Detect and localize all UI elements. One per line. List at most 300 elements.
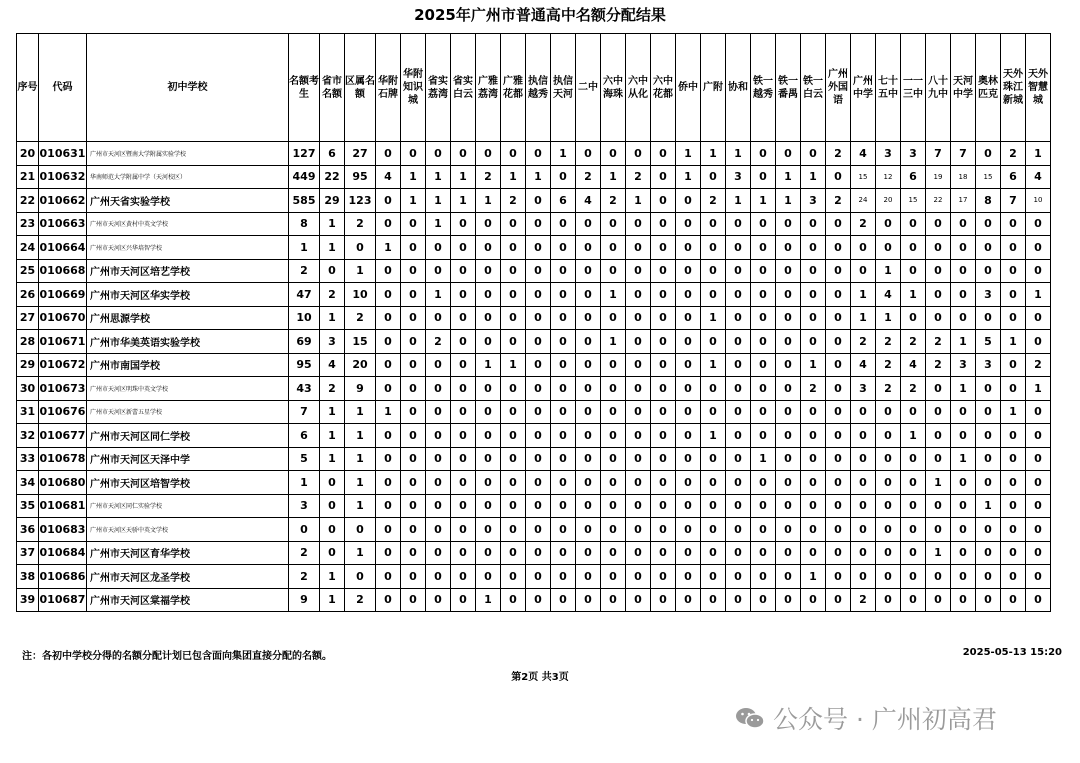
quota-cell: 0 <box>576 212 601 236</box>
quota-cell: 1 <box>320 565 345 589</box>
quota-cell: 0 <box>826 565 851 589</box>
quota-cell: 0 <box>501 259 526 283</box>
quota-cell: 0 <box>376 142 401 166</box>
quota-cell: 6 <box>1001 165 1026 189</box>
quota-cell: 0 <box>726 471 751 495</box>
quota-cell: 0 <box>776 306 801 330</box>
quota-cell: 0 <box>826 400 851 424</box>
quota-cell: 2 <box>345 306 376 330</box>
row-number: 35 <box>17 494 39 518</box>
quota-cell: 0 <box>826 259 851 283</box>
school-code: 010662 <box>39 189 87 213</box>
quota-cell: 0 <box>526 330 551 354</box>
quota-cell: 0 <box>876 518 901 542</box>
quota-cell: 0 <box>576 494 601 518</box>
quota-cell: 0 <box>551 565 576 589</box>
wechat-icon <box>735 706 765 730</box>
quota-cell: 2 <box>901 330 926 354</box>
quota-cell: 0 <box>976 236 1001 260</box>
quota-cell: 0 <box>576 400 601 424</box>
quota-cell: 0 <box>426 306 451 330</box>
quota-cell: 0 <box>526 377 551 401</box>
quota-cell: 0 <box>651 330 676 354</box>
row-number: 26 <box>17 283 39 307</box>
quota-cell: 0 <box>451 471 476 495</box>
table-row <box>17 565 1051 589</box>
quota-cell: 0 <box>851 565 876 589</box>
quota-cell: 17 <box>951 189 976 213</box>
quota-cell: 0 <box>701 165 726 189</box>
quota-cell: 0 <box>651 518 676 542</box>
school-name: 广州市天河区培智学校 <box>87 471 289 495</box>
quota-cell: 0 <box>776 565 801 589</box>
quota-cell: 0 <box>626 330 651 354</box>
row-number: 23 <box>17 212 39 236</box>
quota-cell: 0 <box>726 283 751 307</box>
quota-cell: 0 <box>651 259 676 283</box>
quota-cell: 0 <box>426 494 451 518</box>
quota-cell: 0 <box>476 283 501 307</box>
quota-cell: 0 <box>401 424 426 448</box>
quota-cell: 0 <box>476 212 501 236</box>
quota-cell: 0 <box>551 259 576 283</box>
quota-cell: 0 <box>345 236 376 260</box>
quota-cell: 0 <box>526 283 551 307</box>
quota-cell: 0 <box>826 588 851 612</box>
row-number: 22 <box>17 189 39 213</box>
school-code: 010632 <box>39 165 87 189</box>
quota-cell: 0 <box>851 471 876 495</box>
quota-cell: 2 <box>289 259 320 283</box>
quota-cell: 0 <box>701 471 726 495</box>
quota-cell: 0 <box>801 447 826 471</box>
quota-cell: 0 <box>476 447 501 471</box>
quota-cell: 0 <box>426 471 451 495</box>
quota-cell: 0 <box>651 471 676 495</box>
quota-cell: 0 <box>776 236 801 260</box>
quota-cell: 0 <box>401 353 426 377</box>
quota-cell: 0 <box>926 494 951 518</box>
column-header: 二中 <box>576 34 601 142</box>
quota-cell: 1 <box>345 471 376 495</box>
quota-cell: 0 <box>951 424 976 448</box>
quota-cell: 0 <box>1026 541 1051 565</box>
quota-cell: 0 <box>1001 306 1026 330</box>
quota-cell: 0 <box>926 400 951 424</box>
quota-cell: 0 <box>1001 259 1026 283</box>
quota-cell: 1 <box>426 165 451 189</box>
quota-cell: 0 <box>426 259 451 283</box>
quota-cell: 0 <box>801 259 826 283</box>
quota-cell: 0 <box>376 588 401 612</box>
quota-cell: 1 <box>726 142 751 166</box>
column-header: 六中海珠 <box>601 34 626 142</box>
quota-cell: 0 <box>501 283 526 307</box>
school-name: 广州市天河区黄村中英文学校 <box>87 212 289 236</box>
table-row <box>17 377 1051 401</box>
school-code: 010678 <box>39 447 87 471</box>
quota-cell: 0 <box>376 283 401 307</box>
quota-cell: 0 <box>526 541 551 565</box>
quota-cell: 0 <box>701 565 726 589</box>
school-code: 010670 <box>39 306 87 330</box>
table-row <box>17 306 1051 330</box>
quota-cell: 0 <box>576 541 601 565</box>
column-header: 侨中 <box>676 34 701 142</box>
quota-cell: 0 <box>951 541 976 565</box>
quota-cell: 0 <box>751 353 776 377</box>
quota-cell: 0 <box>626 306 651 330</box>
quota-cell: 1 <box>776 189 801 213</box>
quota-cell: 0 <box>401 400 426 424</box>
school-name: 广州市天河区天骄中英文学校 <box>87 518 289 542</box>
quota-cell: 1 <box>776 165 801 189</box>
quota-cell: 0 <box>601 212 626 236</box>
quota-cell: 0 <box>676 471 701 495</box>
quota-cell: 0 <box>601 353 626 377</box>
quota-cell: 0 <box>876 588 901 612</box>
quota-cell: 1 <box>951 377 976 401</box>
quota-cell: 0 <box>551 330 576 354</box>
quota-cell: 0 <box>726 259 751 283</box>
quota-cell: 0 <box>651 541 676 565</box>
quota-cell: 0 <box>451 283 476 307</box>
quota-cell: 0 <box>551 400 576 424</box>
quota-cell: 0 <box>876 212 901 236</box>
quota-cell: 0 <box>626 259 651 283</box>
quota-cell: 0 <box>626 353 651 377</box>
column-header: 六中从化 <box>626 34 651 142</box>
quota-cell: 0 <box>401 142 426 166</box>
quota-cell: 1 <box>451 189 476 213</box>
row-number: 38 <box>17 565 39 589</box>
column-header: 省实白云 <box>451 34 476 142</box>
quota-cell: 0 <box>826 283 851 307</box>
quota-cell: 0 <box>320 471 345 495</box>
quota-cell: 1 <box>289 471 320 495</box>
quota-cell: 0 <box>1001 588 1026 612</box>
quota-cell: 1 <box>501 165 526 189</box>
quota-cell: 1 <box>320 236 345 260</box>
quota-cell: 0 <box>601 588 626 612</box>
quota-cell: 0 <box>626 588 651 612</box>
quota-cell: 0 <box>576 565 601 589</box>
quota-cell: 0 <box>576 588 601 612</box>
quota-cell: 0 <box>926 236 951 260</box>
quota-cell: 0 <box>926 259 951 283</box>
quota-cell: 0 <box>976 142 1001 166</box>
quota-cell: 0 <box>776 400 801 424</box>
quota-cell: 0 <box>501 236 526 260</box>
quota-cell: 0 <box>601 377 626 401</box>
row-number: 34 <box>17 471 39 495</box>
quota-cell: 0 <box>626 518 651 542</box>
column-header: 广雅花都 <box>501 34 526 142</box>
quota-cell: 0 <box>576 306 601 330</box>
quota-cell: 1 <box>701 424 726 448</box>
quota-cell: 0 <box>1001 565 1026 589</box>
quota-cell: 0 <box>676 212 701 236</box>
quota-cell: 0 <box>801 142 826 166</box>
quota-cell: 0 <box>826 165 851 189</box>
quota-cell: 0 <box>801 400 826 424</box>
quota-cell: 0 <box>426 518 451 542</box>
quota-cell: 7 <box>289 400 320 424</box>
table-row <box>17 189 1051 213</box>
quota-cell: 0 <box>651 565 676 589</box>
quota-cell: 0 <box>1026 565 1051 589</box>
quota-cell: 0 <box>576 142 601 166</box>
quota-cell: 1 <box>320 447 345 471</box>
quota-cell: 1 <box>426 283 451 307</box>
quota-cell: 1 <box>401 189 426 213</box>
quota-cell: 0 <box>676 259 701 283</box>
table-row <box>17 165 1051 189</box>
quota-cell: 0 <box>776 424 801 448</box>
quota-cell: 0 <box>451 259 476 283</box>
quota-cell: 47 <box>289 283 320 307</box>
quota-cell: 0 <box>576 471 601 495</box>
quota-cell: 1 <box>1026 142 1051 166</box>
quota-cell: 0 <box>601 565 626 589</box>
quota-cell: 0 <box>651 189 676 213</box>
quota-cell: 0 <box>776 353 801 377</box>
quota-cell: 5 <box>289 447 320 471</box>
quota-cell: 15 <box>976 165 1001 189</box>
quota-cell: 1 <box>451 165 476 189</box>
quota-cell: 0 <box>976 565 1001 589</box>
quota-cell: 0 <box>651 353 676 377</box>
quota-cell: 0 <box>401 259 426 283</box>
quota-cell: 27 <box>345 142 376 166</box>
quota-cell: 0 <box>801 518 826 542</box>
row-number: 30 <box>17 377 39 401</box>
quota-cell: 7 <box>926 142 951 166</box>
quota-cell: 2 <box>851 330 876 354</box>
column-header: 七十五中 <box>876 34 901 142</box>
quota-cell: 0 <box>376 471 401 495</box>
quota-cell: 0 <box>976 424 1001 448</box>
quota-cell: 0 <box>551 494 576 518</box>
quota-cell: 22 <box>320 165 345 189</box>
quota-cell: 0 <box>976 377 1001 401</box>
quota-cell: 0 <box>751 400 776 424</box>
quota-cell: 1 <box>601 165 626 189</box>
quota-cell: 0 <box>601 447 626 471</box>
quota-cell: 1 <box>320 424 345 448</box>
quota-cell: 0 <box>726 212 751 236</box>
table-row <box>17 330 1051 354</box>
quota-cell: 0 <box>651 377 676 401</box>
quota-cell: 1 <box>701 306 726 330</box>
quota-cell: 0 <box>951 306 976 330</box>
quota-cell: 4 <box>576 189 601 213</box>
quota-cell: 0 <box>401 447 426 471</box>
quota-cell: 0 <box>951 283 976 307</box>
quota-cell: 0 <box>576 424 601 448</box>
school-name: 华南师范大学附属中学（天河校区） <box>87 165 289 189</box>
school-code: 010681 <box>39 494 87 518</box>
quota-cell: 0 <box>376 212 401 236</box>
row-number: 24 <box>17 236 39 260</box>
quota-cell: 0 <box>1001 518 1026 542</box>
quota-cell: 0 <box>801 212 826 236</box>
quota-cell: 0 <box>726 447 751 471</box>
quota-cell: 10 <box>345 283 376 307</box>
allocation-table <box>16 33 1051 612</box>
quota-cell: 0 <box>376 424 401 448</box>
quota-cell: 0 <box>501 541 526 565</box>
quota-cell: 0 <box>1026 212 1051 236</box>
quota-cell: 0 <box>401 212 426 236</box>
table-row <box>17 236 1051 260</box>
quota-cell: 0 <box>676 494 701 518</box>
quota-cell: 0 <box>626 494 651 518</box>
quota-cell: 2 <box>926 353 951 377</box>
school-name: 广州市天河区棠福学校 <box>87 588 289 612</box>
quota-cell: 0 <box>701 494 726 518</box>
quota-cell: 0 <box>651 447 676 471</box>
column-header: 初中学校 <box>87 34 289 142</box>
school-name: 广州市南国学校 <box>87 353 289 377</box>
quota-cell: 0 <box>676 588 701 612</box>
school-code: 010671 <box>39 330 87 354</box>
quota-cell: 0 <box>776 142 801 166</box>
quota-cell: 0 <box>676 541 701 565</box>
quota-cell: 0 <box>601 424 626 448</box>
quota-cell: 0 <box>801 306 826 330</box>
quota-cell: 0 <box>551 377 576 401</box>
quota-cell: 0 <box>901 259 926 283</box>
school-name: 广州市天河区新蕾五星学校 <box>87 400 289 424</box>
quota-cell: 0 <box>451 494 476 518</box>
quota-cell: 0 <box>751 424 776 448</box>
quota-cell: 0 <box>801 541 826 565</box>
quota-cell: 0 <box>426 353 451 377</box>
quota-cell: 0 <box>426 447 451 471</box>
quota-cell: 0 <box>501 306 526 330</box>
quota-cell: 0 <box>451 565 476 589</box>
quota-cell: 1 <box>526 165 551 189</box>
quota-cell: 0 <box>876 565 901 589</box>
quota-cell: 0 <box>701 259 726 283</box>
quota-cell: 0 <box>751 259 776 283</box>
school-name: 广州市天河区天泽中学 <box>87 447 289 471</box>
row-number: 36 <box>17 518 39 542</box>
column-header: 区属名额 <box>345 34 376 142</box>
quota-cell: 1 <box>320 212 345 236</box>
quota-cell: 2 <box>826 142 851 166</box>
quota-cell: 0 <box>826 212 851 236</box>
school-code: 010684 <box>39 541 87 565</box>
quota-cell: 0 <box>826 471 851 495</box>
quota-cell: 0 <box>551 283 576 307</box>
quota-cell: 0 <box>526 565 551 589</box>
quota-cell: 0 <box>651 424 676 448</box>
quota-cell: 0 <box>426 236 451 260</box>
quota-cell: 0 <box>1001 494 1026 518</box>
quota-cell: 0 <box>376 518 401 542</box>
quota-cell: 9 <box>289 588 320 612</box>
quota-cell: 3 <box>976 283 1001 307</box>
quota-cell: 0 <box>651 588 676 612</box>
quota-cell: 0 <box>376 447 401 471</box>
quota-cell: 1 <box>289 236 320 260</box>
quota-cell: 1 <box>345 541 376 565</box>
table-row <box>17 447 1051 471</box>
quota-cell: 3 <box>851 377 876 401</box>
quota-cell: 0 <box>551 541 576 565</box>
row-number: 37 <box>17 541 39 565</box>
quota-cell: 0 <box>426 142 451 166</box>
quota-cell: 0 <box>451 236 476 260</box>
quota-cell: 0 <box>651 236 676 260</box>
quota-cell: 1 <box>601 283 626 307</box>
quota-cell: 1 <box>951 330 976 354</box>
quota-cell: 0 <box>951 494 976 518</box>
school-name: 广州市天河区龙圣学校 <box>87 565 289 589</box>
quota-cell: 0 <box>551 165 576 189</box>
quota-cell: 0 <box>551 471 576 495</box>
quota-cell: 7 <box>1001 189 1026 213</box>
quota-cell: 0 <box>576 236 601 260</box>
quota-cell: 15 <box>901 189 926 213</box>
quota-cell: 0 <box>551 236 576 260</box>
quota-cell: 0 <box>626 447 651 471</box>
quota-cell: 0 <box>751 541 776 565</box>
quota-cell: 0 <box>676 189 701 213</box>
quota-cell: 9 <box>345 377 376 401</box>
quota-cell: 0 <box>626 142 651 166</box>
quota-cell: 4 <box>901 353 926 377</box>
quota-cell: 0 <box>676 377 701 401</box>
quota-cell: 0 <box>751 142 776 166</box>
quota-cell: 0 <box>851 236 876 260</box>
quota-cell: 1 <box>476 588 501 612</box>
row-number: 27 <box>17 306 39 330</box>
quota-cell: 0 <box>501 212 526 236</box>
quota-cell: 0 <box>501 142 526 166</box>
timestamp: 2025-05-13 15:20 <box>962 647 1062 658</box>
column-header: 广附 <box>701 34 726 142</box>
quota-cell: 3 <box>976 353 1001 377</box>
quota-cell: 0 <box>876 447 901 471</box>
quota-cell: 0 <box>976 306 1001 330</box>
quota-cell: 0 <box>626 236 651 260</box>
quota-cell: 12 <box>876 165 901 189</box>
quota-cell: 0 <box>876 400 901 424</box>
quota-cell: 0 <box>1001 377 1026 401</box>
quota-cell: 3 <box>801 189 826 213</box>
quota-cell: 0 <box>476 471 501 495</box>
school-name: 广州市天河区暨南大学附属实验学校 <box>87 142 289 166</box>
quota-cell: 0 <box>951 259 976 283</box>
quota-cell: 0 <box>926 212 951 236</box>
footnote: 注：各初中学校分得的名额分配计划已包含面向集团直接分配的名额。 <box>22 651 332 662</box>
quota-cell: 0 <box>801 494 826 518</box>
quota-cell: 0 <box>551 353 576 377</box>
quota-cell: 0 <box>676 330 701 354</box>
quota-cell: 0 <box>701 541 726 565</box>
quota-cell: 0 <box>926 518 951 542</box>
watermark <box>735 700 997 736</box>
quota-cell: 0 <box>976 212 1001 236</box>
quota-cell: 0 <box>526 306 551 330</box>
quota-cell: 0 <box>526 447 551 471</box>
quota-cell: 0 <box>501 494 526 518</box>
quota-cell: 0 <box>376 494 401 518</box>
quota-cell: 0 <box>576 518 601 542</box>
